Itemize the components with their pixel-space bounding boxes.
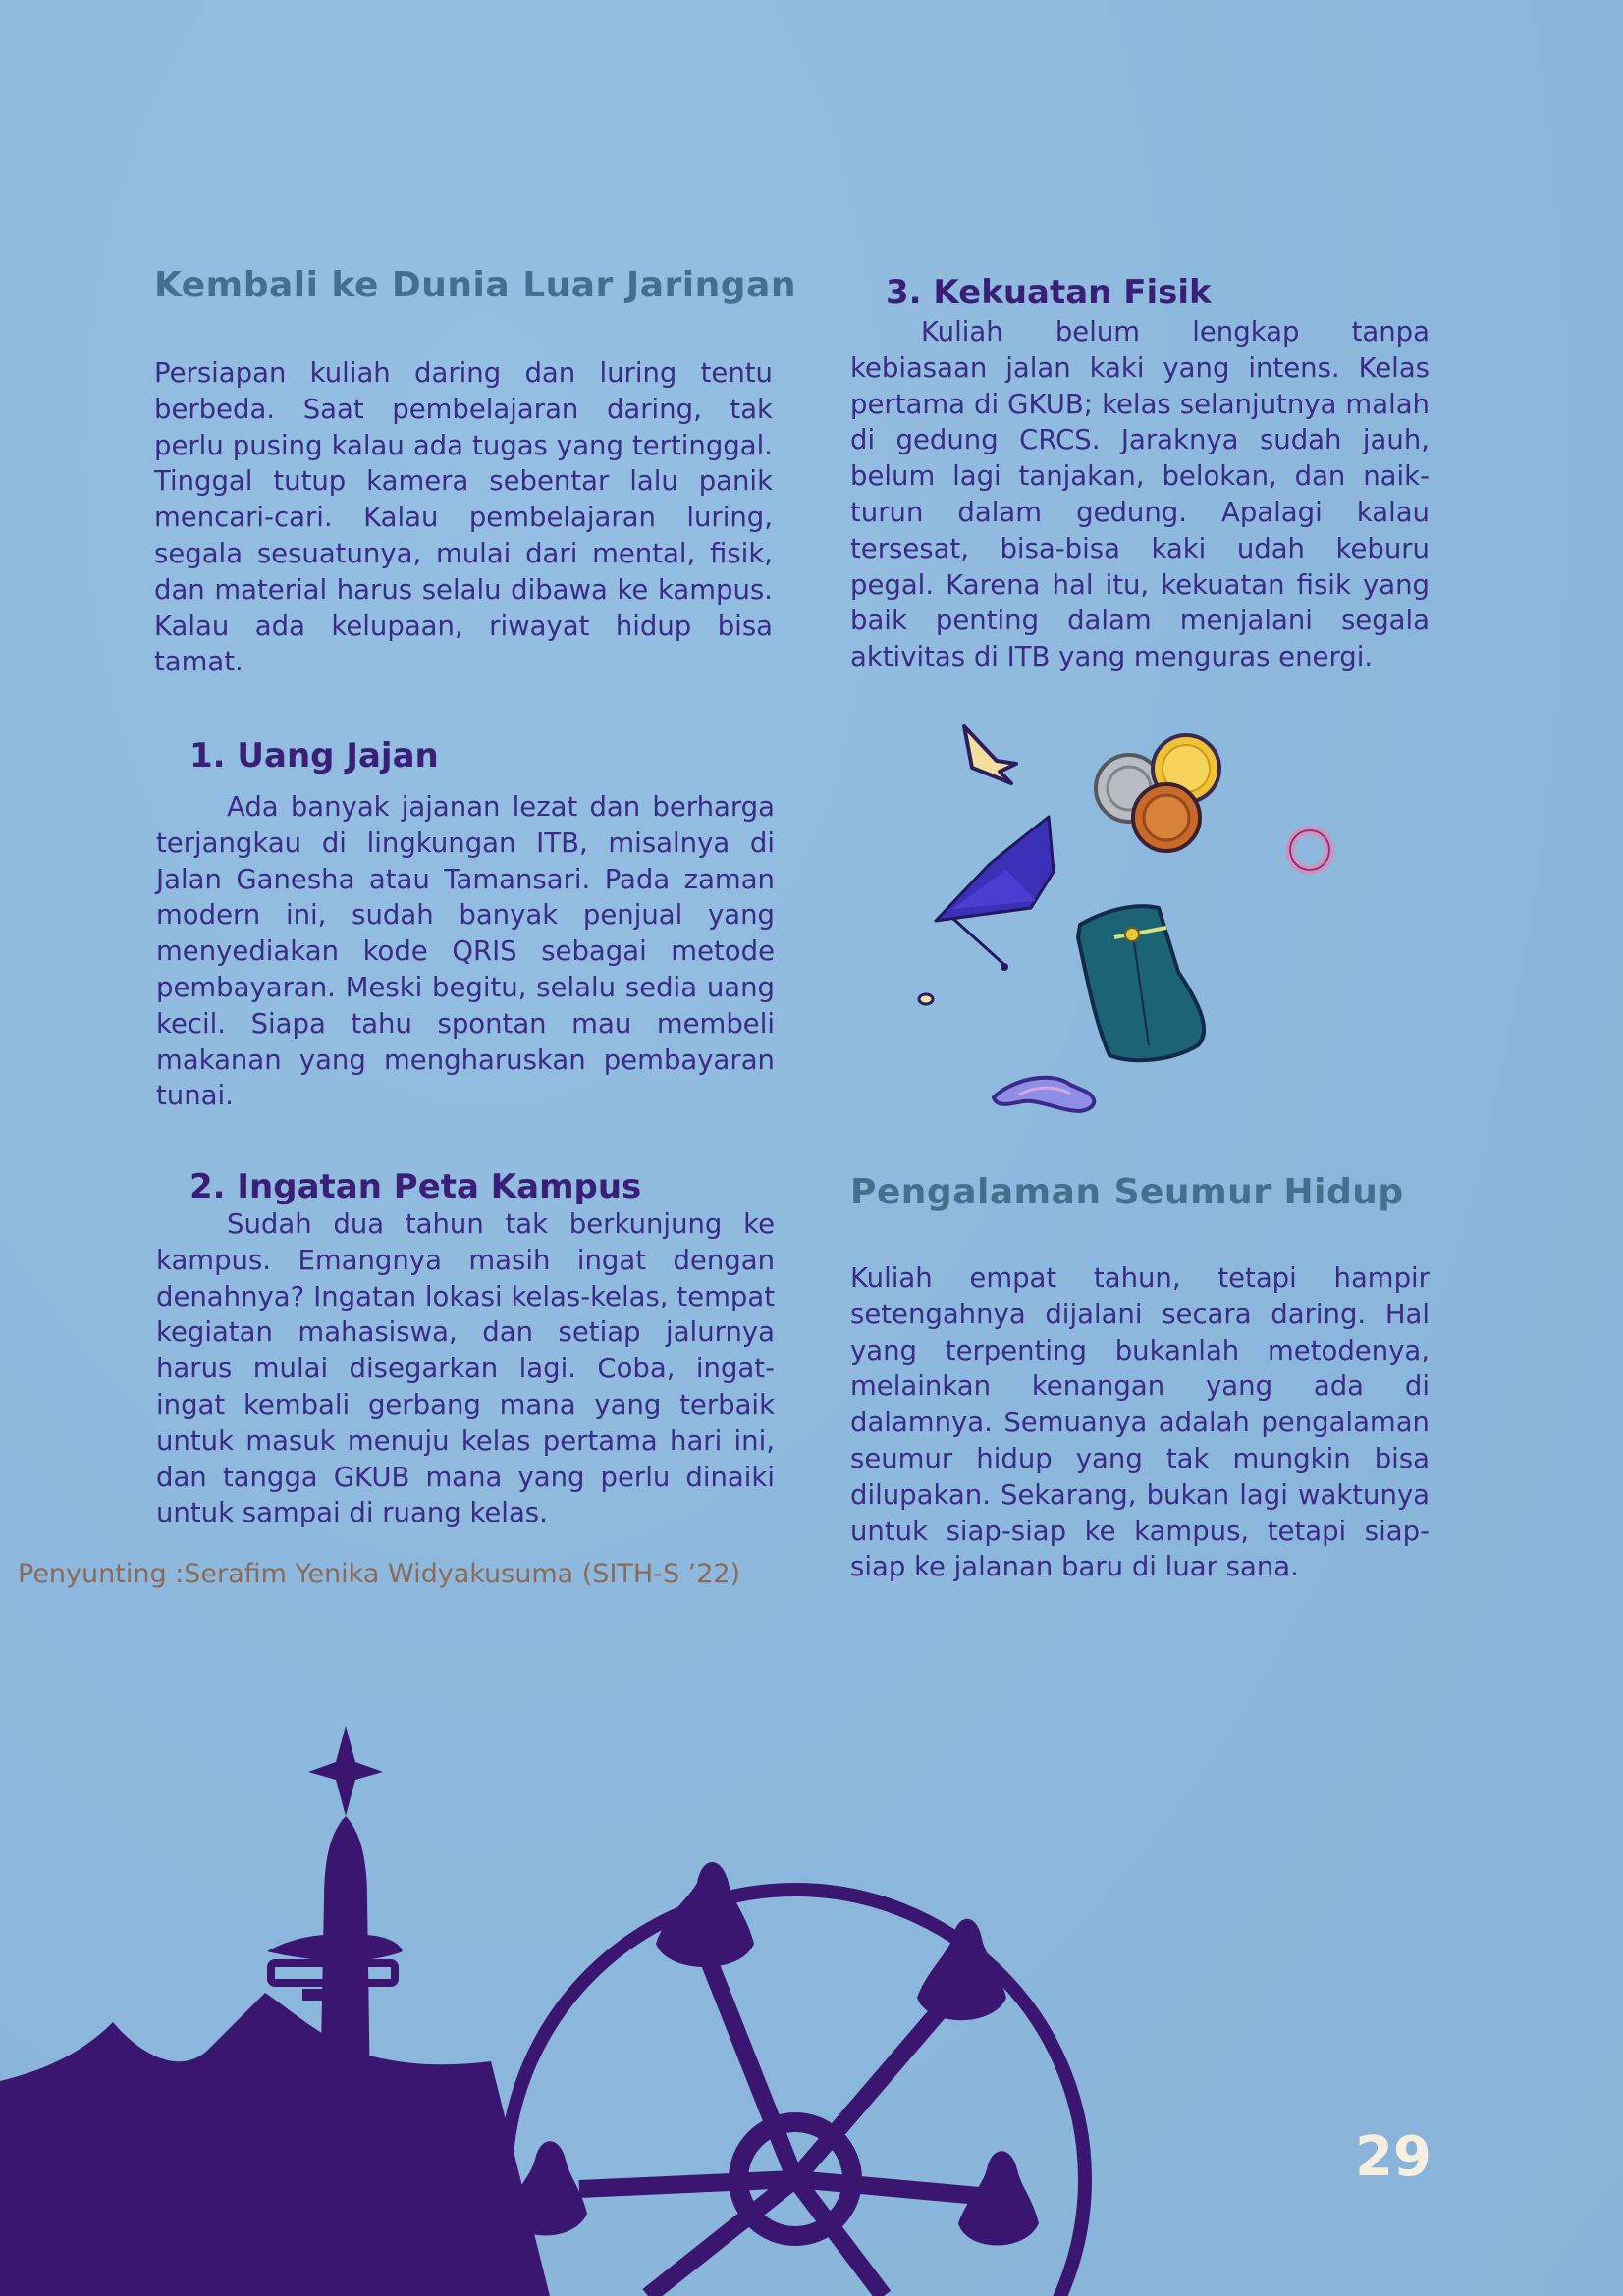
coins-icon: [1096, 735, 1219, 851]
tent-roof-silhouette: [0, 1993, 550, 2296]
section-peta-kampus-body: Sudah dua tahun tak berkunjung ke kampus. Emangnya masih ingat dengan denahnya? Ingatan lokasi kelas-kelas, tempat kegiatan mahasiswa, dan setiap jalurnya harus mulai disegarkan lagi. Coba, ingat-ingat kembali gerbang mana yang terbaik untuk masuk menuju kelas pertama hari ini, dan tangga GKUB mana yang perlu dinaiki untuk sampai di ruang kelas.: [156, 1208, 775, 1529]
ring-icon: [1290, 830, 1329, 870]
bracelet-icon: [994, 1078, 1094, 1111]
ferris-wheel-silhouette: [506, 1862, 1085, 2296]
graduation-gown-icon: [1078, 906, 1204, 1060]
skyline-silhouette: [0, 1718, 1623, 2296]
dot-icon: [919, 994, 933, 1004]
editor-credit: Penyunting :Serafim Yenika Widyakusuma (SITH-S ’22): [18, 1559, 741, 1589]
page-number: 29: [1355, 2125, 1432, 2189]
graduation-cap-icon: [936, 817, 1054, 971]
closing-paragraph: Kuliah empat tahun, tetapi hampir setengahnya dijalani secara daring. Hal yang terpenting bukanlah metodenya, melainkan kenangan yang ada di dalamnya. Semuanya adalah pengalaman seumur hidup yang tak mungkin bisa dilupakan. Sekarang, bukan lagi waktunya untuk siap-siap ke kampus, tetapi siap-siap ke jalanan baru di luar sana.: [850, 1262, 1430, 1583]
campus-items-illustration: [913, 707, 1365, 1129]
article-title: Kembali ke Dunia Luar Jaringan: [154, 265, 796, 305]
section-peta-kampus-title: 2. Ingatan Peta Kampus: [189, 1167, 642, 1206]
closing-title: Pengalaman Seumur Hidup: [850, 1172, 1404, 1212]
sparkle-icon: [964, 726, 1016, 783]
section-uang-jajan-title: 1. Uang Jajan: [189, 736, 439, 775]
section-uang-jajan-body: Ada banyak jajanan lezat dan berharga terjangkau di lingkungan ITB, misalnya di Jalan Ganesha atau Tamansari. Pada zaman modern ini, sudah banyak penjual yang menyediakan kode QRIS sebagai metode pembayaran. Meski begitu, selalu sedia uang kecil. Siapa tahu spontan mau membeli makanan yang mengharuskan pembayaran tunai.: [156, 791, 775, 1112]
section-kekuatan-fisik-title: 3. Kekuatan Fisik: [886, 273, 1212, 312]
intro-paragraph: Persiapan kuliah daring dan luring tentu berbeda. Saat pembelajaran daring, tak perlu pusing kalau ada tugas yang tertinggal. Tinggal tutup kamera sebentar lalu panik mencari-cari. Kalau pembelajaran luring, segala sesuatunya, mulai dari mental, fisik, dan material harus selalu dibawa ke kampus. Kalau ada kelupaan, riwayat hidup bisa tamat.: [154, 357, 773, 678]
section-kekuatan-fisik-body: Kuliah belum lengkap tanpa kebiasaan jalan kaki yang intens. Kelas pertama di GKUB; kelas selanjutnya malah di gedung CRCS. Jaraknya sudah jauh, belum lagi tanjakan, belokan, dan naik-turun dalam gedung. Apalagi kalau tersesat, bisa-bisa kaki udah keburu pegal. Karena hal itu, kekuatan fisik yang baik penting dalam menjalani segala aktivitas di ITB yang menguras energi.: [850, 316, 1430, 673]
